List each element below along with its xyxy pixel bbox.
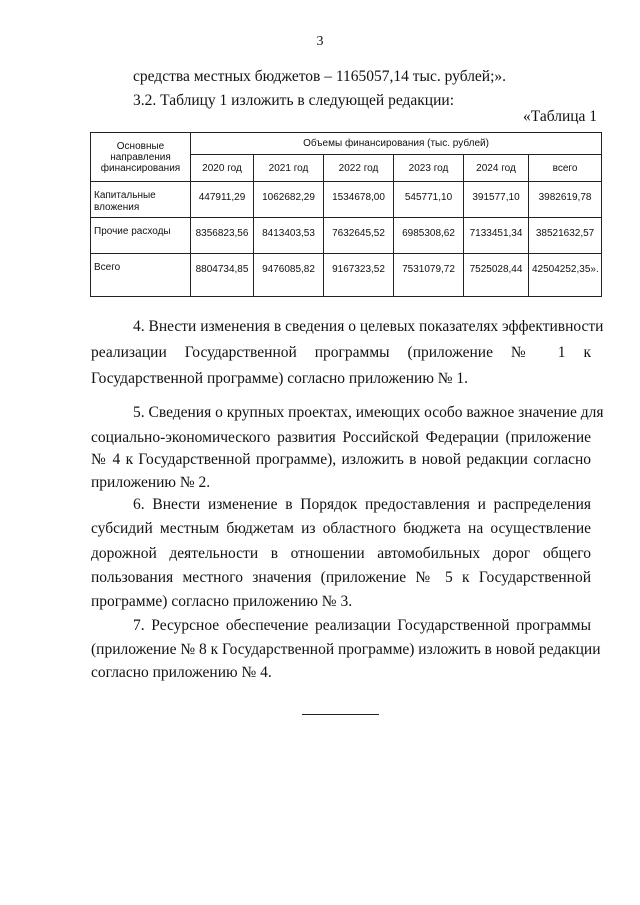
header-main-direction: Основные направления финансирования bbox=[91, 133, 191, 182]
cell: 7525028,44 bbox=[464, 254, 529, 297]
paragraph-4-line: 4. Внести изменения в сведения о целевых показателях эффективности bbox=[133, 318, 604, 335]
header-total: всего bbox=[529, 155, 602, 182]
intro-line-2: 3.2. Таблицу 1 изложить в следующей редакции: bbox=[133, 92, 454, 109]
paragraph-6-line: 6. Внести изменение в Порядок предоставления и распределения bbox=[133, 496, 591, 513]
cell: 1534678,00 bbox=[324, 182, 394, 218]
cell: 38521632,57 bbox=[529, 218, 602, 254]
header-year-2021: 2021 год bbox=[254, 155, 324, 182]
table-row bbox=[91, 182, 602, 218]
header-year-2020: 2020 год bbox=[191, 155, 254, 182]
cell: 7133451,34 bbox=[464, 218, 529, 254]
table-row bbox=[91, 218, 602, 254]
paragraph-7-line: 7. Ресурсное обеспечение реализации Государственной программы bbox=[133, 617, 591, 634]
paragraph-6-line: пользования местного значения (приложение № 5 к Государственной bbox=[91, 569, 591, 586]
cell: 391577,10 bbox=[464, 182, 529, 218]
cell: 7531079,72 bbox=[394, 254, 464, 297]
paragraph-6-line: субсидий местным бюджетам из областного бюджета на осуществление bbox=[91, 520, 591, 537]
cell: 9476085,82 bbox=[254, 254, 324, 297]
cell: 42504252,35». bbox=[529, 254, 602, 297]
financing-table bbox=[90, 132, 602, 297]
cell: 3982619,78 bbox=[529, 182, 602, 218]
cell: 8356823,56 bbox=[191, 218, 254, 254]
paragraph-5-line: № 4 к Государственной программе), изложить в новой редакции согласно bbox=[91, 451, 591, 468]
closing-separator-line bbox=[302, 714, 379, 715]
paragraph-5-line: приложению № 2. bbox=[91, 474, 211, 491]
paragraph-4-line: Государственной программе) согласно приложению № 1. bbox=[91, 370, 469, 387]
intro-line-1: средства местных бюджетов – 1165057,14 тыс. рублей;». bbox=[133, 68, 507, 85]
header-financing-volumes: Объемы финансирования (тыс. рублей) bbox=[191, 133, 602, 155]
header-year-2024: 2024 год bbox=[464, 155, 529, 182]
cell: 1062682,29 bbox=[254, 182, 324, 218]
page-number: 3 bbox=[316, 34, 324, 49]
row-label: Капитальные вложения bbox=[91, 182, 191, 218]
paragraph-6-line: дорожной деятельности в отношении автомобильных дорог общего bbox=[91, 545, 591, 562]
cell: 545771,10 bbox=[394, 182, 464, 218]
cell: 7632645,52 bbox=[324, 218, 394, 254]
table-caption: «Таблица 1 bbox=[523, 108, 598, 125]
header-year-2022: 2022 год bbox=[324, 155, 394, 182]
cell: 6985308,62 bbox=[394, 218, 464, 254]
cell: 8804734,85 bbox=[191, 254, 254, 297]
paragraph-4-line: реализации Государственной программы (приложение № 1 к bbox=[91, 344, 591, 361]
cell: 447911,29 bbox=[191, 182, 254, 218]
paragraph-5-line: социально-экономического развития Российской Федерации (приложение bbox=[91, 429, 591, 446]
paragraph-7-line: (приложение № 8 к Государственной программе) изложить в новой редакции bbox=[91, 641, 601, 658]
header-year-2023: 2023 год bbox=[394, 155, 464, 182]
cell: 9167323,52 bbox=[324, 254, 394, 297]
paragraph-7-line: согласно приложению № 4. bbox=[91, 664, 272, 681]
paragraph-6-line: программе) согласно приложению № 3. bbox=[91, 593, 353, 610]
table-row bbox=[91, 254, 602, 297]
cell: 8413403,53 bbox=[254, 218, 324, 254]
row-label: Всего bbox=[91, 254, 191, 297]
row-label: Прочие расходы bbox=[91, 218, 191, 254]
paragraph-5-line: 5. Сведения о крупных проектах, имеющих особо важное значение для bbox=[133, 404, 604, 421]
